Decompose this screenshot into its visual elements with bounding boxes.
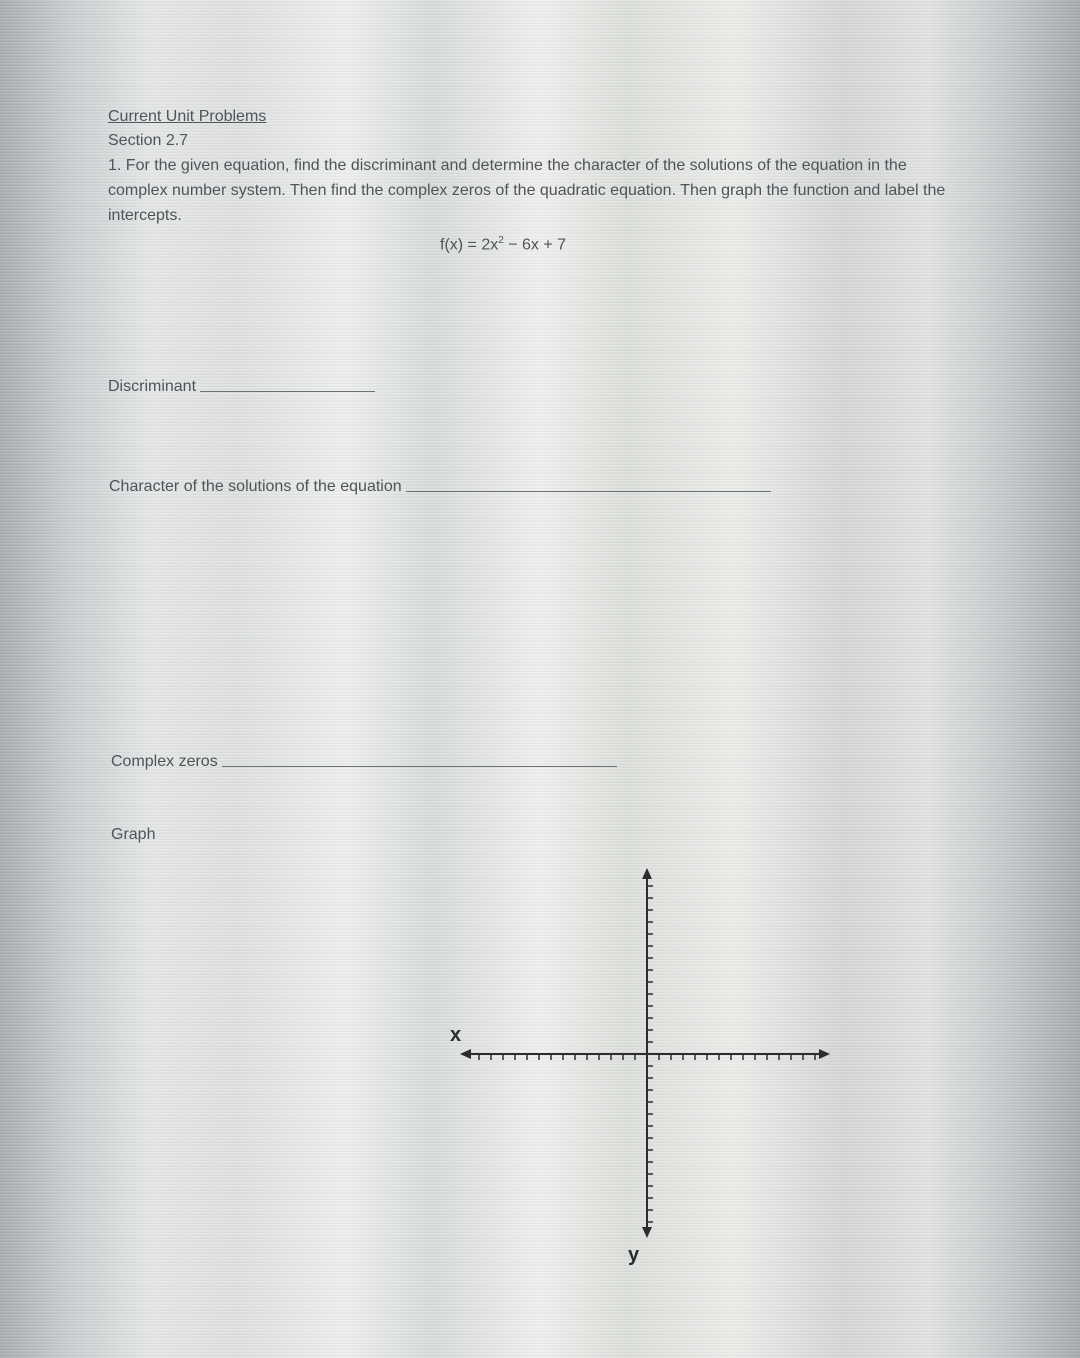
equation-prefix: f(x) = 2x: [440, 236, 499, 254]
graph-label: Graph: [111, 826, 156, 843]
coordinate-axes: [455, 860, 835, 1240]
equation-exponent: 2: [498, 235, 504, 246]
discriminant-label: Discriminant: [108, 378, 197, 395]
zeros-blank[interactable]: [222, 765, 617, 767]
character-blank[interactable]: [406, 490, 771, 492]
equation-suffix: − 6x + 7: [503, 236, 567, 254]
character-label: Character of the solutions of the equation: [109, 478, 402, 495]
character-row: [109, 478, 771, 496]
zeros-row: [111, 753, 617, 771]
heading: Current Unit Problems: [108, 108, 267, 125]
x-axis-right-arrow: [819, 1049, 830, 1059]
graph-row: [111, 826, 155, 844]
discriminant-blank[interactable]: [200, 390, 375, 392]
y-axis-down-arrow: [642, 1227, 652, 1238]
equation: [440, 228, 566, 257]
section-number: Section 2.7: [108, 132, 189, 149]
discriminant-row: [108, 378, 375, 396]
problem-statement: 1. For the given equation, find the discriminant and determine the character of the solutions of the equation in the complex number system. Then find the complex zeros of the quadratic equation. Then graph the function and label the intercepts.: [108, 157, 946, 224]
zeros-label: Complex zeros: [111, 753, 218, 770]
x-axis-left-arrow: [460, 1049, 471, 1059]
y-axis-label: y: [628, 1244, 640, 1266]
x-axis-label: x: [450, 1024, 462, 1046]
y-axis-up-arrow: [642, 868, 652, 879]
